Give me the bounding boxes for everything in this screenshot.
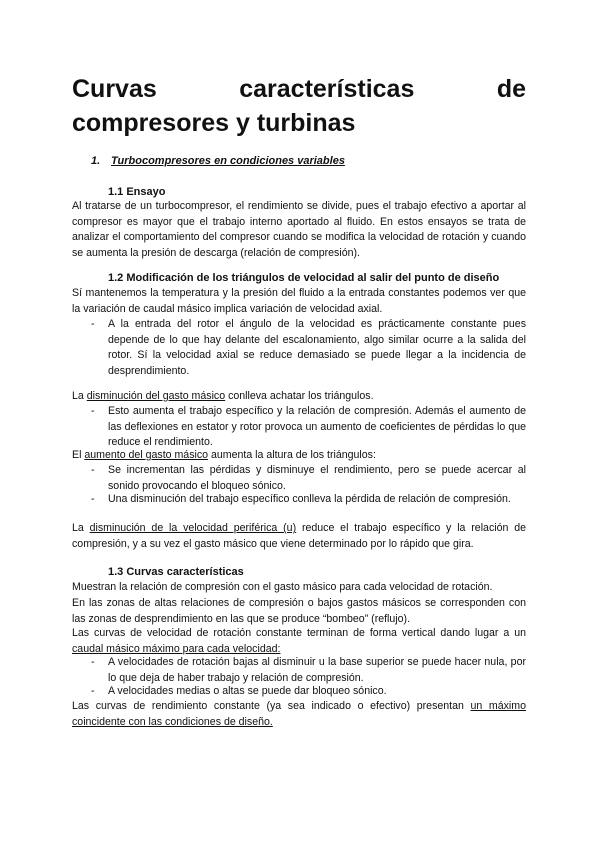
text-run: La xyxy=(72,390,87,402)
text-run: La xyxy=(72,522,90,534)
bullet-dash: - xyxy=(91,405,95,417)
heading-1-3: 1.3 Curvas características xyxy=(108,566,244,578)
underlined-text: aumento del gasto másico xyxy=(84,449,209,461)
bullet-dash: - xyxy=(91,685,95,697)
list-item xyxy=(91,655,526,686)
underlined-text: un máximo coincidente con las condiciones de diseño. xyxy=(72,700,527,728)
paragraph-1-2-increase xyxy=(72,448,526,464)
text-run: conlleva achatar los triángulos. xyxy=(225,390,374,402)
paragraph-1-3-4 xyxy=(72,699,526,730)
heading-1-1: 1.1 Ensayo xyxy=(108,186,166,198)
text-run: El xyxy=(72,449,85,461)
list-item-text: Una disminución del trabajo específico conlleva la pérdida de relación de compresión. xyxy=(108,493,511,505)
text-run: Las curvas de rendimiento constante (ya sea indicado o efectivo) presentan xyxy=(72,700,471,712)
paragraph-1-1: Al tratarse de un turbocompresor, el rendimiento se divide, pues el trabajo efectivo a aportar al compresor es mayor que el trabajo interno aportado al fluido. En estos ensayos se trata de analizar el comportamiento del compresor cuando se modifica la velocidad de rotación y cuando se aumenta la presión de descarga (relación de compresión). xyxy=(72,200,526,259)
paragraph-1-3-3 xyxy=(72,626,526,657)
section-number: 1. xyxy=(91,155,101,167)
underlined-text: caudal másico máximo para cada velocidad: xyxy=(72,642,281,655)
text-run: aumenta la altura de los triángulos: xyxy=(208,449,376,461)
title-line-2: compresores y turbinas xyxy=(72,109,356,137)
list-item-text: A la entrada del rotor el ángulo de la velocidad es prácticamente constante pues depende de lo que hay delante del escalonamiento, algo similar ocurre a la salida del rotor. Sí la velocidad axial se reduce demasiado se puede llegar a la incidencia de desprendimiento. xyxy=(108,318,526,377)
bullet-dash: - xyxy=(91,318,95,330)
bullet-dash: - xyxy=(91,493,95,505)
paragraph-1-2-intro: Sí mantenemos la temperatura y la presión del fluido a la entrada constantes podemos ver que la variación de caudal másico implica variación de velocidad axial. xyxy=(72,287,526,315)
paragraph-1-2-decrease xyxy=(72,389,526,405)
list-item-text: Esto aumenta el trabajo específico y la relación de compresión. Además el aumento de las deflexiones en estator y rotor provoca un aumento de coeficientes de pérdidas lo que reduce el rendimiento. xyxy=(108,405,526,449)
heading-1-2: 1.2 Modificación de los triángulos de velocidad al salir del punto de diseño xyxy=(108,272,500,284)
bullet-dash: - xyxy=(91,656,95,668)
title-word: de xyxy=(496,75,526,103)
title-word: características xyxy=(239,75,415,103)
title-line-1 xyxy=(72,72,526,106)
list-item-text: A velocidades medias o altas se puede dar bloqueo sónico. xyxy=(108,685,387,697)
list-item xyxy=(91,463,526,494)
list-item xyxy=(91,317,526,379)
text-run: Las curvas de velocidad de rotación constante terminan de forma vertical dando lugar a un xyxy=(72,627,526,639)
list-item xyxy=(91,404,526,451)
paragraph-1-2-speed xyxy=(72,521,526,552)
section-1-heading xyxy=(91,155,345,167)
underlined-text: disminución de la velocidad periférica (u) xyxy=(89,522,297,534)
list-item-text: A velocidades de rotación bajas al disminuir u la base superior se puede hacer nula, por lo que deja de haber trabajo y relación de compresión. xyxy=(108,656,526,684)
page-title xyxy=(72,72,526,140)
paragraph-1-3-2: En las zonas de altas relaciones de compresión o bajos gastos másicos se corresponden con las zonas de desprendimiento en las que se produce “bombeo” (reflujo). xyxy=(72,597,526,625)
underlined-text: disminución del gasto másico xyxy=(86,390,226,402)
list-item xyxy=(91,684,526,700)
paragraph-1-3-1: Muestran la relación de compresión con el gasto másico para cada velocidad de rotación. xyxy=(72,581,493,593)
section-title: Turbocompresores en condiciones variables xyxy=(111,155,345,167)
list-item xyxy=(91,492,526,508)
list-item-text: Se incrementan las pérdidas y disminuye el rendimiento, pero se puede acercar al sonido provocando el bloqueo sónico. xyxy=(108,464,526,492)
text-run: reduce el trabajo específico y la relación de compresión, y a su vez el gasto másico que viene determinado por lo rápido que gira. xyxy=(72,522,527,550)
title-word: Curvas xyxy=(72,75,157,103)
document-page xyxy=(72,72,526,140)
bullet-dash: - xyxy=(91,464,95,476)
